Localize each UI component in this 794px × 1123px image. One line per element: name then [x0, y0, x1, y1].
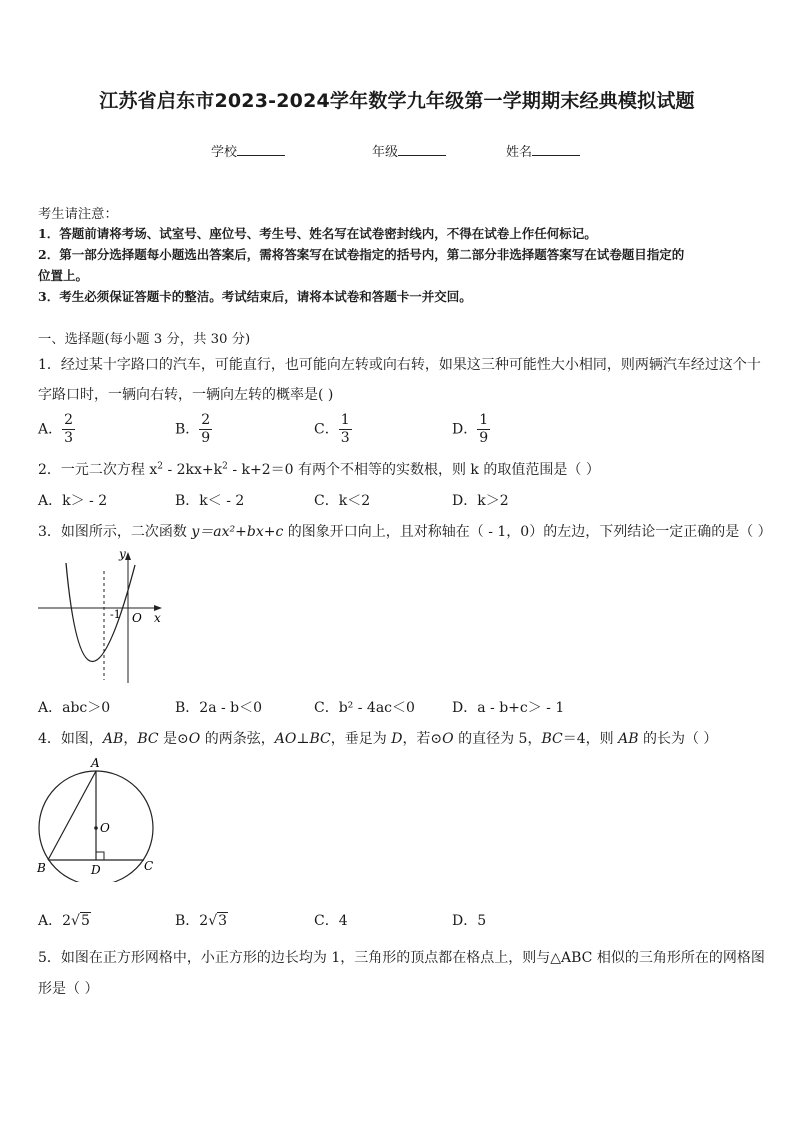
q3-parabola-graph [34, 545, 168, 685]
q1-option-c[interactable]: C． $\frac{1}{3}$ [314, 412, 350, 446]
exam-title: 江苏省启东市2023-2024学年数学九年级第一学期期末经典模拟试题 [99, 90, 695, 112]
notice-heading: 考生请注意： [38, 207, 118, 222]
notice-item-3: 3．考生必须保证答题卡的整洁。考试结束后，请将本试卷和答题卡一并交回。 [38, 289, 472, 304]
q4-label-d: D [91, 863, 101, 877]
section-heading: 一、选择题(每小题 3 分，共 30 分) [38, 332, 251, 347]
q3-origin-label: O [132, 611, 142, 625]
notice-item-2-cont: 位置上。 [38, 268, 89, 283]
q4-label-o: O [100, 821, 110, 835]
q2-option-b[interactable]: B．k＜ - 2 [175, 493, 245, 509]
q4-option-c[interactable]: C．4 [314, 913, 348, 929]
q3-stem: 3．如图所示，二次函数 y＝ax²+bx+c 的图象开口向上，且对称轴在（ - 1，0）的左边，下列结论一定正确的是（ ） [38, 524, 772, 540]
q2-option-d[interactable]: D．k＞2 [452, 493, 509, 509]
notice-item-2: 2．第一部分选择题每小题选出答案后，需将答案写在试卷指定的括号内，第二部分非选择题答案写在试卷题目指定的 [38, 247, 685, 262]
q4-chord-ab [48, 771, 96, 860]
q4-label-b: B [37, 861, 46, 875]
q4-circle-figure [34, 752, 164, 882]
name-field [506, 141, 580, 160]
school-label: 学校 [211, 145, 238, 160]
sqrt-symbol: √5 [71, 913, 90, 929]
q4-label-c: C [144, 859, 154, 873]
q3-option-b[interactable]: B．2a - b＜0 [175, 700, 263, 716]
school-blank[interactable] [237, 143, 285, 156]
q2-stem: 2．一元二次方程 $x^2 - 2kx+k^2 - k+2=0$ 有两个不相等的实数根，则 k 的取值范围是（ ） [38, 461, 600, 478]
grade-label: 年级 [372, 145, 399, 160]
q5-stem-line2: 形是（ ） [38, 981, 99, 997]
sqrt-symbol: √3 [208, 913, 228, 929]
q3-y-arrow [125, 552, 131, 560]
name-blank[interactable] [532, 143, 580, 156]
q4-stem: 4．如图，AB，BC 是⊙O 的两条弦，AO⊥BC，垂足为 D，若⊙O 的直径为 5，BC＝4，则 AB 的长为（ ） [38, 731, 718, 747]
q1-option-a[interactable]: A． $\frac{2}{3}$ [38, 412, 74, 446]
q3-option-d[interactable]: D．a - b+c＞ - 1 [452, 700, 565, 716]
q2-option-c[interactable]: C．k＜2 [314, 493, 371, 509]
q4-center-dot [94, 826, 98, 830]
q4-label-a: A [91, 756, 100, 770]
q4-option-d[interactable]: D．5 [452, 913, 487, 929]
q1-option-d[interactable]: D． $\frac{1}{9}$ [452, 412, 489, 446]
q5-stem-line1: 5．如图在正方形网格中，小正方形的边长均为 1，三角形的顶点都在格点上，则与△ABC 相似的三角形所在的网格图 [38, 950, 765, 966]
q1-option-b[interactable]: B． $\frac{2}{9}$ [175, 412, 211, 446]
notice-item-1: 1．答题前请将考场、试室号、座位号、考生号、姓名写在试卷密封线内，不得在试卷上作任何标记。 [38, 226, 597, 241]
q4-option-b[interactable]: B．2√3 [175, 913, 228, 929]
q3-y-label: y [119, 547, 126, 561]
q2-option-a[interactable]: A．k＞ - 2 [38, 493, 108, 509]
q1-stem-line2: 字路口时，一辆向右转，一辆向左转的概率是( ) [38, 387, 334, 403]
q3-option-c[interactable]: C．b² - 4ac＜0 [314, 700, 415, 716]
name-label: 姓名 [506, 145, 533, 160]
q4-right-angle-mark [96, 852, 104, 860]
q3-parabola [66, 563, 135, 662]
q1-stem-line1: 1．经过某十字路口的汽车，可能直行，也可能向左转或向右转，如果这三种可能性大小相同，则两辆汽车经过这个十 [38, 357, 761, 373]
q3-tick-label: -1 [110, 608, 121, 621]
q4-option-a[interactable]: A．2√5 [38, 913, 90, 929]
grade-blank[interactable] [398, 143, 446, 156]
school-field [211, 141, 285, 160]
q3-option-a[interactable]: A．abc＞0 [38, 700, 111, 716]
q3-x-label: x [154, 611, 161, 625]
grade-field [372, 141, 446, 160]
